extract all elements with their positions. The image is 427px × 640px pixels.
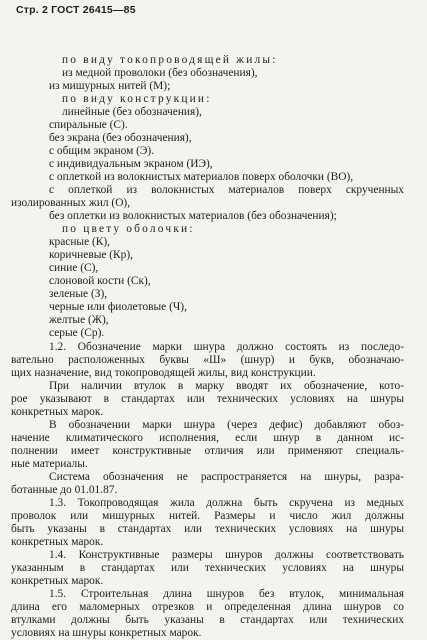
text-line: с оплеткой из волокнистых материалов поверх скрученных xyxy=(49,184,404,196)
text-line: спиральные (С). xyxy=(49,119,128,131)
text-line: указанным в стандартах или технических условиях на шнуры xyxy=(11,562,404,574)
text-line: слоновой кости (Ск), xyxy=(49,275,151,287)
text-line: черные или фиолетовые (Ч), xyxy=(49,301,187,313)
text-line: по цвету оболочки: xyxy=(62,223,195,235)
text-line: 1.3. Токопроводящая жила должна быть скручена из медных xyxy=(49,497,404,509)
text-line: условиях на шнуры конкретных марок. xyxy=(11,627,202,639)
text-line: по виду конструкции: xyxy=(62,93,212,105)
text-line: начение климатического исполнения, если шнур в данном ис- xyxy=(11,432,404,444)
text-line: синие (С), xyxy=(49,262,99,274)
text-line: ботанные до 01.01.87. xyxy=(11,484,118,496)
text-line: Система обозначения не распространяется на шнуры, разра- xyxy=(49,471,404,483)
text-line: длина его маломерных отрезков и определенная длина шнуров со xyxy=(11,601,404,613)
text-line: вательно расположенных буквы «Ш» (шнур) и букв, обозначаю- xyxy=(11,354,404,366)
text-line: проволок или мишурных нитей. Размеры и число жил должны xyxy=(11,510,404,522)
text-line: изолированных жил (О), xyxy=(11,197,131,209)
text-line: конкретных марок. xyxy=(11,406,104,418)
text-line: 1.2. Обозначение марки шнура должно состоять из последо- xyxy=(49,341,404,353)
text-line: с общим экраном (Э). xyxy=(49,145,155,157)
text-line: При наличии втулок в марку вводят их обозначение, кото- xyxy=(49,380,404,392)
text-line: 1.5. Строительная длина шнуров без втулок, минимальная xyxy=(49,588,404,600)
text-line: с индивидуальным экраном (ИЭ), xyxy=(49,158,213,170)
text-line: конкретных марок. xyxy=(11,575,104,587)
text-line: без экрана (без обозначения), xyxy=(49,132,192,144)
text-line: линейные (без обозначения), xyxy=(62,106,202,118)
text-line: с оплеткой из волокнистых материалов поверх оболочки (ВО), xyxy=(49,171,354,183)
text-line: зеленые (З), xyxy=(49,288,108,300)
text-line: из мишурных нитей (М); xyxy=(49,80,171,92)
page-header: Стр. 2 ГОСТ 26415—85 xyxy=(16,4,136,16)
text-line: В обозначении марки шнура (через дефис) добавляют обоз- xyxy=(49,419,404,431)
text-line: 1.4. Конструктивные размеры шнуров должны соответствовать xyxy=(49,549,404,561)
text-line: серые (Ср). xyxy=(49,327,105,339)
text-line: щих назначение, вид токопроводящей жилы, вид конструкции. xyxy=(11,367,316,379)
text-line: желтые (Ж), xyxy=(49,314,109,326)
text-line: рое указывают в стандартах или технических условиях на шнуры xyxy=(11,393,404,405)
text-line: из медной проволоки (без обозначения), xyxy=(62,67,258,79)
text-line: красные (К), xyxy=(49,236,111,248)
text-line: без оплетки из волокнистых материалов (без обозначения); xyxy=(49,210,337,222)
text-line: ные материалы. xyxy=(11,458,88,470)
text-line: быть указаны в стандартах или технических условиях на шнуры xyxy=(11,523,404,535)
text-line: конкретных марок. xyxy=(11,536,104,548)
text-line: коричневые (Кр), xyxy=(49,249,133,261)
text-line: по виду токопроводящей жилы: xyxy=(62,54,278,66)
text-line: полнении имеет конструктивные отличия или применяют специаль- xyxy=(11,445,404,457)
text-line: втулками должны быть указаны в стандартах или технических xyxy=(11,614,404,626)
